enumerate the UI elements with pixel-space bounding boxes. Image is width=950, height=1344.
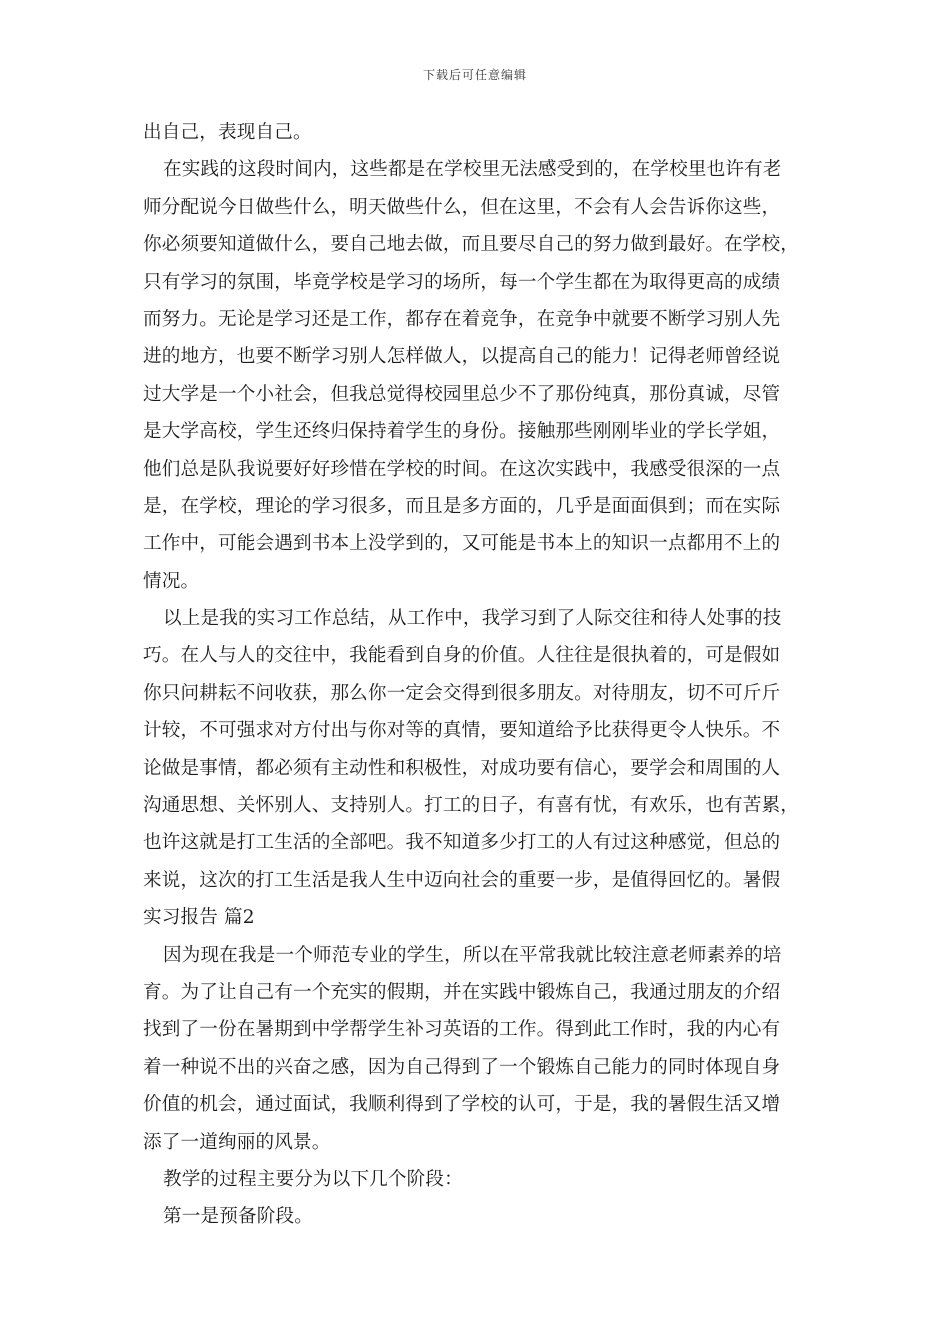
text-line: 工作中，可能会遇到书本上没学到的，又可能是书本上的知识一点都用不上的 bbox=[143, 533, 781, 555]
text-line: 论做是事情，都必须有主动性和积极性，对成功要有信心，要学会和周围的人 bbox=[143, 757, 781, 779]
text-line: 也许这就是打工生活的全部吧。我不知道多少打工的人有过这种感觉，但总的 bbox=[143, 832, 781, 854]
text-line: 他们总是队我说要好好珍惜在学校的时间。在这次实践中，我感受很深的一点 bbox=[143, 458, 781, 480]
text-line: 出自己，表现自己。 bbox=[143, 122, 312, 143]
text-line: 你只问耕耘不问收获，那么你一定会交得到很多朋友。对待朋友，切不可斤斤 bbox=[143, 682, 781, 704]
text-line: 价值的机会，通过面试，我顺利得到了学校的认可，于是，我的暑假生活又增 bbox=[143, 1094, 781, 1116]
text-line: 育。为了让自己有一个充实的假期，并在实践中锻炼自己，我通过朋友的介绍 bbox=[143, 981, 781, 1003]
text-line: 进的地方，也要不断学习别人怎样做人，以提高自己的能力！记得老师曾经说 bbox=[143, 346, 781, 368]
text-line: 来说，这次的打工生活是我人生中迈向社会的重要一步，是值得回忆的。暑假 bbox=[143, 869, 781, 891]
text-line: 以上是我的实习工作总结，从工作中，我学习到了人际交往和待人处事的技 bbox=[163, 608, 782, 630]
text-line: 第一是预备阶段。 bbox=[163, 1206, 313, 1228]
text-line: 情况。 bbox=[143, 570, 200, 592]
text-line: 因为现在我是一个师范专业的学生，所以在平常我就比较注意老师素养的培 bbox=[163, 944, 782, 966]
text-line: 教学的过程主要分为以下几个阶段： bbox=[163, 1168, 463, 1190]
text-line: 只有学习的氛围，毕竟学校是学习的场所，每一个学生都在为取得更高的成绩 bbox=[143, 271, 781, 293]
text-line: 而努力。无论是学习还是工作，都存在着竞争，在竞争中就要不断学习别人先 bbox=[143, 308, 781, 330]
section-title-line: 实习报告 篇2 bbox=[143, 907, 255, 929]
text-line: 过大学是一个小社会，但我总觉得校园里总少不了那份纯真，那份真诚，尽管 bbox=[143, 383, 781, 405]
text-line: 巧。在人与人的交往中，我能看到自身的价值。人往往是很执着的，可是假如 bbox=[143, 645, 781, 667]
text-line: 沟通思想、关怀别人、支持别人。打工的日子，有喜有忧，有欢乐，也有苦累， bbox=[143, 795, 800, 817]
text-line: 添了一道绚丽的风景。 bbox=[143, 1131, 331, 1153]
text-line: 计较，不可强求对方付出与你对等的真情，要知道给予比获得更令人快乐。不 bbox=[143, 720, 781, 742]
document-body bbox=[143, 114, 811, 1236]
text-line: 师分配说今日做些什么，明天做些什么，但在这里，不会有人会告诉你这些， bbox=[143, 196, 781, 218]
text-line: 是，在学校，理论的学习很多，而且是多方面的，几乎是面面俱到；而在实际 bbox=[143, 495, 781, 517]
text-line: 你必须要知道做什么，要自己地去做，而且要尽自己的努力做到最好。在学校， bbox=[143, 234, 800, 256]
text-line: 是大学高校，学生还终归保持着学生的身份。接触那些刚刚毕业的学长学姐， bbox=[143, 421, 781, 443]
text-line: 找到了一份在暑期到中学帮学生补习英语的工作。得到此工作时，我的内心有 bbox=[143, 1019, 781, 1041]
text-line: 着一种说不出的兴奋之感，因为自己得到了一个锻炼自己能力的同时体现自身 bbox=[143, 1056, 781, 1078]
page-header: 下载后可任意编辑 bbox=[422, 68, 527, 82]
text-line: 在实践的这段时间内，这些都是在学校里无法感受到的，在学校里也许有老 bbox=[163, 159, 782, 181]
